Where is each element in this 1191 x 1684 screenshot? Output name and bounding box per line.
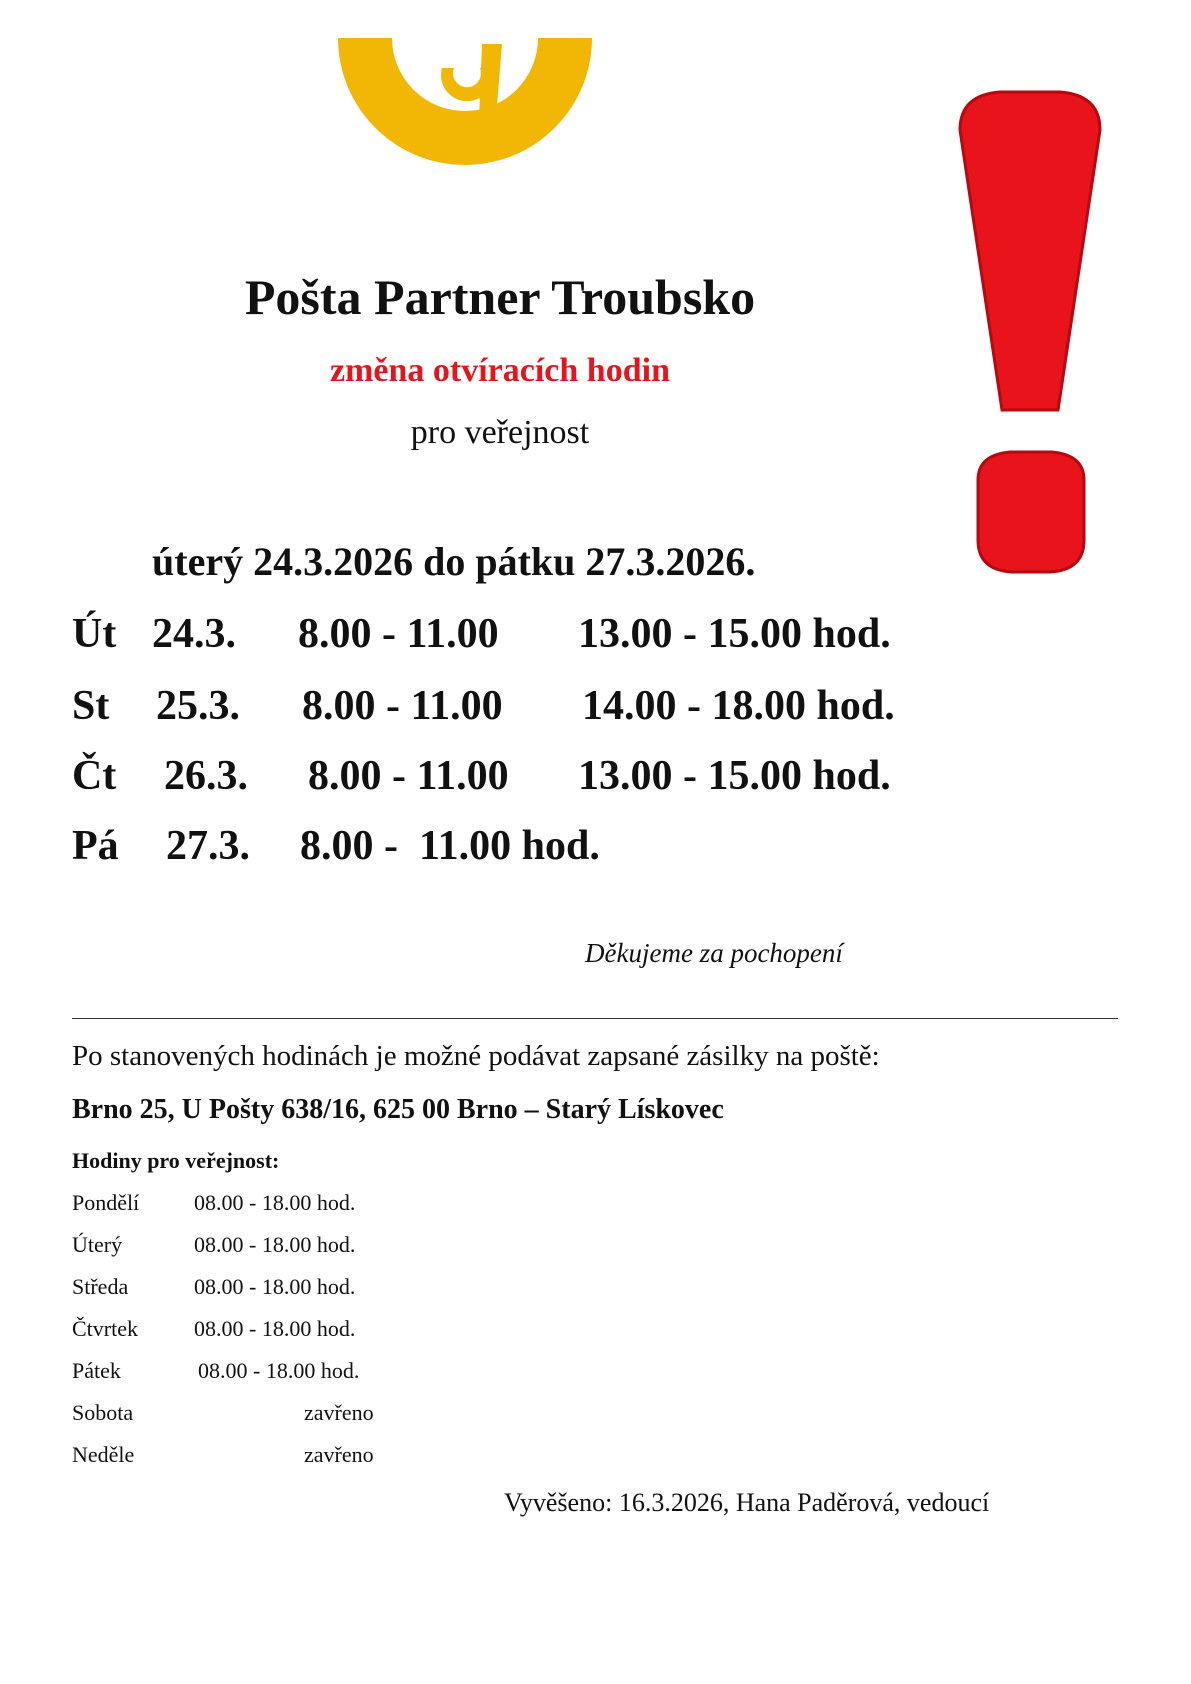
posthorn-logo-icon: [330, 20, 600, 170]
audience-label: pro veřejnost: [410, 414, 590, 451]
schedule-date: 24.3.: [152, 611, 236, 657]
hours-day: Sobota: [72, 1400, 134, 1425]
schedule-morning: 8.00 - 11.00 hod.: [300, 823, 600, 869]
thanks-note: Děkujeme za pochopení: [585, 938, 843, 968]
schedule-morning: 8.00 - 11.00: [308, 753, 509, 799]
hours-value: zavřeno: [304, 1400, 374, 1425]
schedule-date: 25.3.: [156, 683, 240, 729]
hours-value: 08.00 - 18.00 hod.: [198, 1358, 360, 1383]
hours-day: Úterý: [72, 1232, 123, 1257]
public-hours-heading: Hodiny pro veřejnost:: [72, 1148, 280, 1173]
schedule-day: Čt: [72, 753, 117, 799]
hours-day: Středa: [72, 1274, 129, 1299]
hours-day: Pátek: [72, 1358, 121, 1383]
posted-by: Vyvěšeno: 16.3.2026, Hana Paděrová, vedoucí: [504, 1488, 990, 1517]
schedule-date: 27.3.: [166, 823, 250, 869]
schedule-day: St: [72, 683, 110, 729]
hours-value: 08.00 - 18.00 hod.: [194, 1190, 356, 1215]
alternate-post-note: Po stanovených hodinách je možné podávat zapsané zásilky na poště:: [72, 1040, 880, 1072]
schedule-afternoon: 13.00 - 15.00 hod.: [578, 753, 891, 799]
hours-value: 08.00 - 18.00 hod.: [194, 1316, 356, 1341]
hours-day: Pondělí: [72, 1190, 140, 1215]
schedule-morning: 8.00 - 11.00: [302, 683, 503, 729]
page-title: Pošta Partner Troubsko: [244, 269, 756, 325]
divider: [72, 1018, 1118, 1019]
schedule-afternoon: 14.00 - 18.00 hod.: [582, 683, 895, 729]
schedule-morning: 8.00 - 11.00: [298, 611, 499, 657]
subtitle: změna otvíracích hodin: [330, 352, 670, 389]
exclamation-icon: [930, 70, 1130, 600]
hours-value: 08.00 - 18.00 hod.: [194, 1274, 356, 1299]
hours-day: Čtvrtek: [72, 1316, 138, 1341]
period-heading: úterý 24.3.2026 do pátku 27.3.2026.: [152, 539, 756, 584]
hours-value: 08.00 - 18.00 hod.: [194, 1232, 356, 1257]
hours-value: zavřeno: [304, 1442, 374, 1467]
alternate-post-address: Brno 25, U Pošty 638/16, 625 00 Brno – Starý Lískovec: [72, 1094, 724, 1125]
schedule-day: Út: [72, 611, 117, 657]
schedule-date: 26.3.: [164, 753, 248, 799]
schedule-afternoon: 13.00 - 15.00 hod.: [578, 611, 891, 657]
schedule-day: Pá: [72, 823, 119, 869]
hours-day: Neděle: [72, 1442, 135, 1467]
